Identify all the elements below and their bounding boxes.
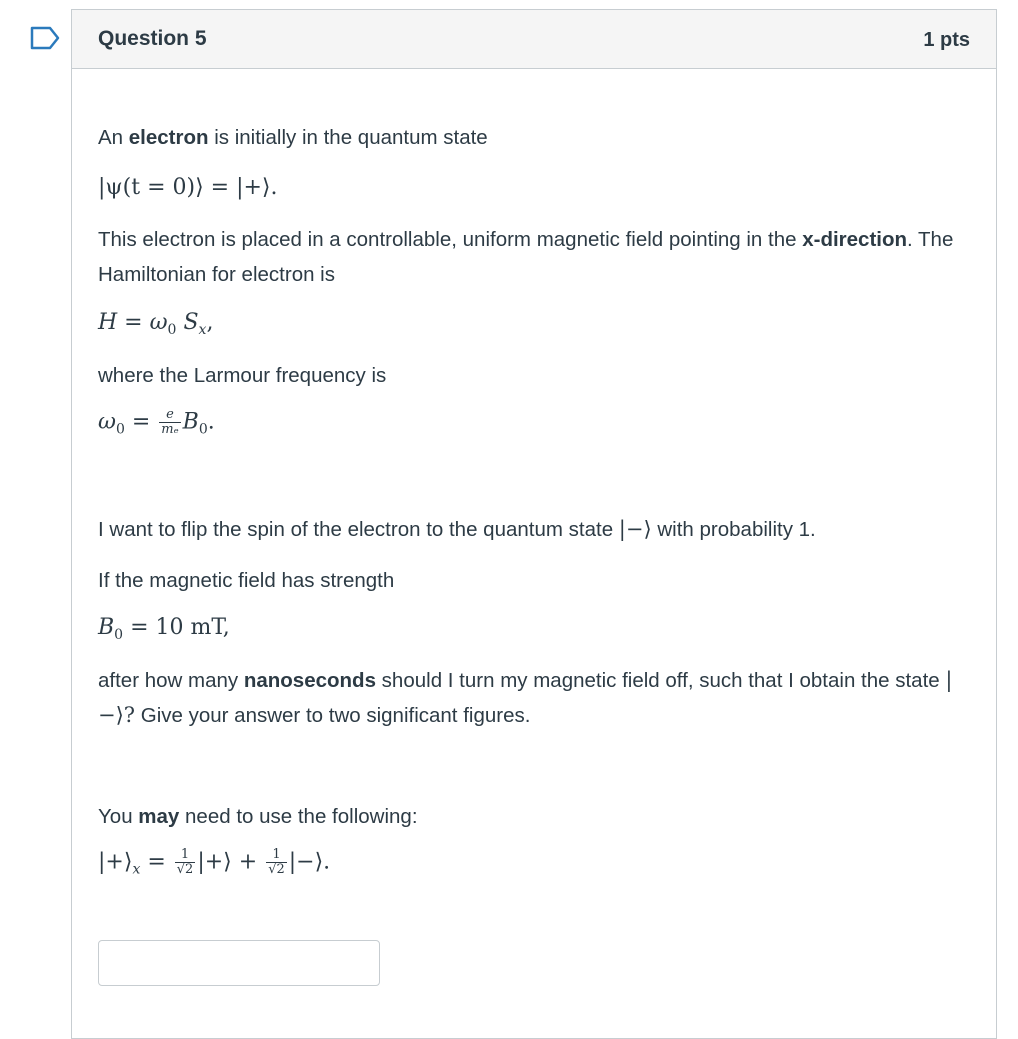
question-title: Question 5 <box>98 27 207 50</box>
question-points: 1 pts <box>923 29 970 51</box>
ask-text: after how many nanoseconds should I turn my magnetic field off, such that I obtain the state |−⟩? Give your answer to two significant figures. <box>98 668 953 727</box>
strength-text: If the magnetic field has strength <box>98 569 395 592</box>
field-strength-equation: $B_0 = 10$ mT, <box>98 615 230 643</box>
intro-text: An electron is initially in the quantum state <box>98 126 488 149</box>
hamiltonian-equation: $H = \omega_0$ $S_x$, <box>98 310 214 338</box>
hint-text: You may need to use the following: <box>98 805 418 828</box>
basis-equation: $|+⟩_x$ = $\frac{1}{√2}$ |+⟩ + $\frac{1}{√2}$ |−⟩. <box>98 847 331 878</box>
answer-input[interactable] <box>98 940 380 986</box>
field-text: This electron is placed in a controllable, uniform magnetic field pointing in the x-direction. The Hamiltonian for electron is <box>98 228 954 286</box>
flag-question-icon[interactable] <box>30 26 60 50</box>
question-header <box>72 10 996 69</box>
larmour-equation: $\omega_0$ = $\frac{e}{\text{mₑ}}$ $B_0$. <box>98 407 215 438</box>
initial-state-equation: |ψ(t = 0)⟩ = |+⟩. <box>98 175 278 200</box>
question-card <box>71 9 997 1039</box>
larmour-text: where the Larmour frequency is <box>98 364 387 387</box>
flip-text: I want to flip the spin of the electron to the quantum state |−⟩ with probability 1. <box>98 517 816 541</box>
